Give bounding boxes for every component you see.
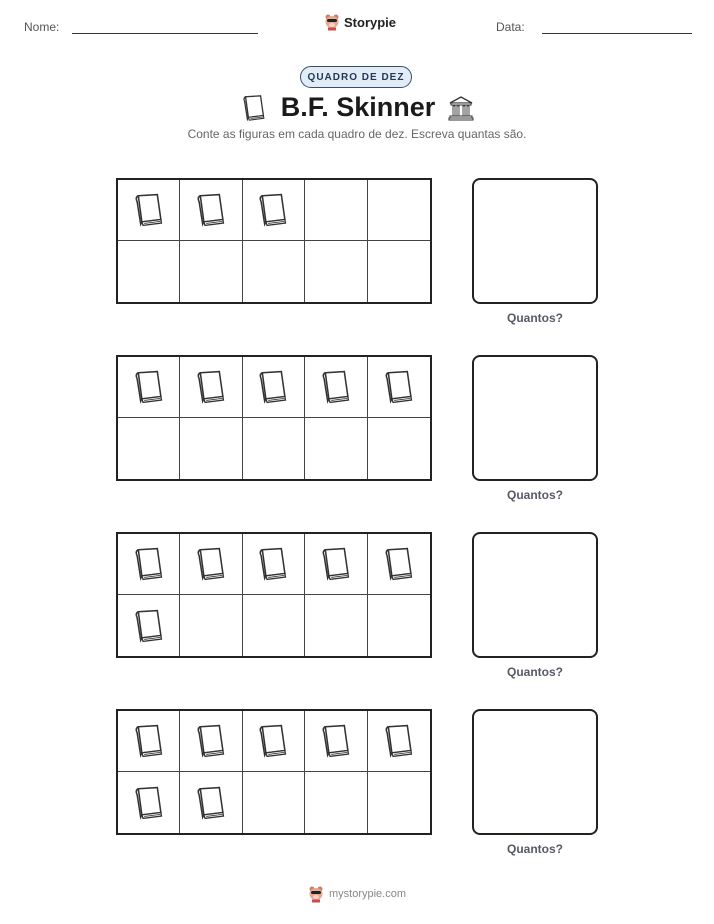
ten-frame-cell — [243, 418, 305, 479]
book-icon — [317, 367, 355, 407]
ten-frame-cell — [180, 357, 242, 418]
answer-label: Quantos? — [507, 842, 563, 856]
answer-box[interactable] — [472, 355, 598, 481]
ten-frame-cell — [243, 241, 305, 302]
book-icon — [130, 721, 168, 761]
book-icon — [130, 606, 168, 646]
ten-frame-cell — [305, 711, 367, 772]
page-title: B.F. Skinner — [280, 92, 436, 122]
instructions: Conte as figuras em cada quadro de dez. Escreva quantas são. — [187, 127, 527, 141]
ten-frame-cell — [243, 180, 305, 241]
ten-frame-cell — [305, 534, 367, 595]
ten-frame — [116, 532, 432, 658]
storypie-mascot-icon — [324, 13, 340, 31]
ten-frame-cell — [368, 357, 430, 418]
book-icon — [254, 190, 292, 230]
ten-frame-cell — [305, 357, 367, 418]
ten-frame-cell — [118, 241, 180, 302]
ten-frame-cell — [243, 534, 305, 595]
name-line[interactable] — [72, 33, 258, 34]
ten-frame-cell — [180, 711, 242, 772]
answer-label: Quantos? — [507, 311, 563, 325]
building-icon — [447, 94, 475, 122]
storypie-mascot-icon — [308, 885, 324, 903]
ten-frame-cell — [118, 595, 180, 656]
answer-box[interactable] — [472, 709, 598, 835]
ten-frame-cell — [118, 534, 180, 595]
ten-frame-cell — [243, 595, 305, 656]
book-icon — [192, 190, 230, 230]
ten-frame — [116, 709, 432, 835]
answer-label: Quantos? — [507, 488, 563, 502]
brand-logo — [324, 13, 396, 31]
ten-frame-cell — [180, 241, 242, 302]
book-icon — [317, 544, 355, 584]
name-label: Nome: — [24, 20, 60, 34]
book-icon — [130, 783, 168, 823]
footer — [0, 885, 714, 903]
book-icon — [130, 190, 168, 230]
ten-frame-cell — [118, 711, 180, 772]
ten-frame-cell — [368, 772, 430, 833]
book-icon — [130, 367, 168, 407]
date-line[interactable] — [542, 33, 692, 34]
ten-frame-cell — [305, 772, 367, 833]
title-row — [0, 92, 714, 123]
brand-name: Storypie — [344, 14, 397, 30]
ten-frame-cell — [305, 241, 367, 302]
ten-frame-cell — [180, 534, 242, 595]
book-icon — [130, 544, 168, 584]
ten-frame-cell — [243, 711, 305, 772]
ten-frame-cell — [243, 772, 305, 833]
ten-frame-cell — [368, 534, 430, 595]
ten-frame-cell — [243, 357, 305, 418]
ten-frame-cell — [305, 418, 367, 479]
book-icon — [254, 367, 292, 407]
book-icon — [192, 367, 230, 407]
book-icon — [254, 721, 292, 761]
book-icon — [239, 93, 269, 123]
ten-frame-cell — [368, 241, 430, 302]
book-icon — [380, 367, 418, 407]
book-icon — [254, 544, 292, 584]
ten-frame-cell — [118, 772, 180, 833]
footer-url: mystorypie.com — [328, 888, 407, 900]
book-icon — [192, 544, 230, 584]
ten-frame-cell — [180, 418, 242, 479]
answer-label: Quantos? — [507, 665, 563, 679]
ten-frame — [116, 178, 432, 304]
ten-frame-cell — [180, 772, 242, 833]
book-icon — [317, 721, 355, 761]
ten-frame-cell — [368, 180, 430, 241]
worksheet-badge: QUADRO DE DEZ — [300, 66, 412, 88]
ten-frame-cell — [180, 180, 242, 241]
book-icon — [192, 721, 230, 761]
ten-frame-cell — [118, 418, 180, 479]
ten-frame-cell — [368, 595, 430, 656]
ten-frame-cell — [368, 418, 430, 479]
book-icon — [192, 783, 230, 823]
date-label: Data: — [496, 20, 525, 34]
ten-frame-cell — [305, 595, 367, 656]
ten-frame-cell — [118, 357, 180, 418]
answer-box[interactable] — [472, 178, 598, 304]
ten-frame-cell — [368, 711, 430, 772]
ten-frame — [116, 355, 432, 481]
ten-frame-cell — [180, 595, 242, 656]
book-icon — [380, 721, 418, 761]
answer-box[interactable] — [472, 532, 598, 658]
ten-frame-cell — [118, 180, 180, 241]
ten-frame-cell — [305, 180, 367, 241]
book-icon — [380, 544, 418, 584]
